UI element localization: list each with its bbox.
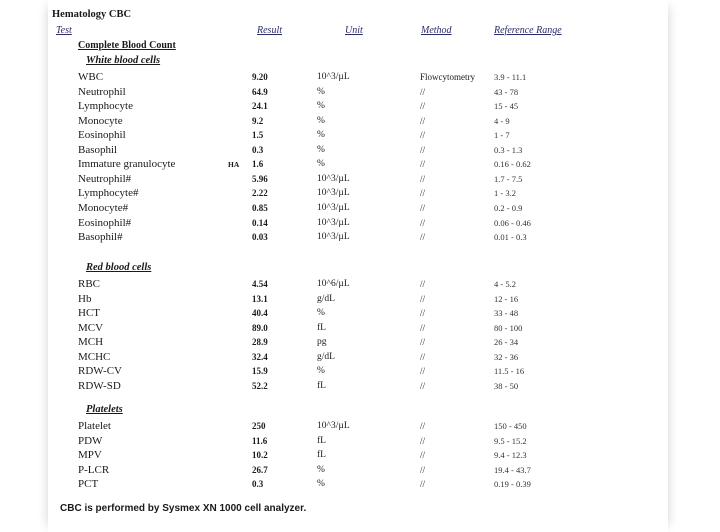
reference-range: 0.06 - 0.46 (494, 217, 531, 228)
result-unit: g/dL (317, 293, 335, 304)
test-name: RDW-CV (78, 365, 122, 378)
result-method: Flowcytometry (420, 72, 475, 82)
result-unit: fL (317, 450, 326, 461)
result-value: 13.1 (252, 293, 268, 304)
result-unit: % (317, 115, 325, 126)
result-unit: 10^3/µL (317, 232, 350, 243)
result-unit: % (317, 366, 325, 377)
result-unit: % (317, 144, 325, 155)
test-name: Neutrophil# (78, 172, 132, 185)
reference-range: 33 - 48 (494, 308, 519, 319)
result-unit: % (317, 464, 325, 475)
report-title: Hematology CBC (52, 9, 132, 20)
result-method: // (420, 450, 426, 461)
table-row (0, 114, 720, 129)
test-name: Neutrophil (78, 85, 126, 98)
table-row (0, 379, 720, 394)
reference-range: 43 - 78 (494, 86, 519, 97)
result-method: // (420, 421, 426, 431)
result-method: // (420, 293, 426, 304)
reference-range: 0.2 - 0.9 (494, 202, 523, 213)
result-method: // (420, 435, 426, 446)
test-name: Lymphocyte# (78, 187, 139, 200)
test-name: Basophil# (78, 231, 123, 244)
result-value: 10.2 (252, 450, 268, 461)
result-unit: % (317, 101, 325, 112)
reference-range: 9.5 - 15.2 (494, 435, 527, 446)
reference-range: 19.4 - 43.7 (494, 464, 531, 475)
result-value: 0.3 (252, 144, 264, 155)
result-method: // (420, 366, 426, 377)
reference-range: 9.4 - 12.3 (494, 450, 527, 461)
section-platelets: Platelets (86, 404, 123, 415)
table-row (0, 230, 720, 245)
reference-range: 80 - 100 (494, 322, 523, 333)
result-flag: HA (228, 160, 240, 170)
table-row (0, 434, 720, 449)
result-method: // (420, 86, 426, 97)
reference-range: 0.01 - 0.3 (494, 232, 527, 243)
table-row (0, 277, 720, 292)
result-unit: 10^6/µL (317, 279, 350, 289)
result-value: 64.9 (252, 86, 268, 97)
result-unit: % (317, 479, 325, 490)
table-row (0, 99, 720, 114)
test-name: Immature granulocyte (78, 158, 176, 171)
result-method: // (420, 232, 426, 243)
result-value: 1.6 (252, 159, 264, 170)
result-method: // (420, 159, 426, 170)
reference-range: 38 - 50 (494, 380, 519, 391)
test-name: PDW (78, 434, 103, 447)
result-value: 9.2 (252, 115, 264, 126)
section-white-blood-cells: White blood cells (86, 55, 161, 66)
test-name: HCT (78, 307, 100, 320)
reference-range: 150 - 450 (494, 421, 527, 431)
reference-range: 26 - 34 (494, 337, 519, 348)
result-method: // (420, 101, 426, 112)
result-unit: g/dL (317, 351, 335, 362)
test-name: Platelet (78, 420, 111, 432)
table-row (0, 143, 720, 158)
reference-range: 15 - 45 (494, 101, 519, 112)
test-name: MCV (78, 321, 104, 334)
result-unit: 10^3/µL (317, 173, 350, 184)
table-row (0, 321, 720, 336)
result-unit: % (317, 159, 325, 170)
test-name: Hb (78, 292, 92, 305)
result-method: // (420, 380, 426, 391)
result-unit: % (317, 308, 325, 319)
table-row (0, 419, 720, 434)
table-row (0, 463, 720, 478)
table-row (0, 157, 720, 172)
result-method: // (420, 322, 426, 333)
result-value: 11.6 (252, 435, 268, 446)
result-value: 4.54 (252, 279, 268, 289)
header-unit: Unit (345, 25, 363, 36)
test-name: Lymphocyte (78, 100, 133, 113)
reference-range: 1 - 3.2 (494, 188, 516, 199)
reference-range: 1 - 7 (494, 130, 510, 141)
table-row (0, 85, 720, 100)
result-method: // (420, 464, 426, 475)
result-method: // (420, 337, 426, 348)
test-name: Basophil (78, 143, 118, 156)
result-value: 2.22 (252, 188, 268, 199)
reference-range: 3.9 - 11.1 (494, 72, 527, 82)
test-name: RDW-SD (78, 379, 121, 392)
result-method: // (420, 308, 426, 319)
result-unit: 10^3/µL (317, 202, 350, 213)
header-result: Result (257, 25, 282, 36)
test-name: MCHC (78, 350, 111, 363)
result-value: 40.4 (252, 308, 268, 319)
table-row (0, 201, 720, 216)
table-row (0, 477, 720, 492)
result-value: 1.5 (252, 130, 264, 141)
result-value: 24.1 (252, 101, 268, 112)
result-unit: 10^3/µL (317, 72, 350, 82)
result-unit: % (317, 130, 325, 141)
result-method: // (420, 351, 426, 362)
result-method: // (420, 279, 426, 289)
table-row (0, 128, 720, 143)
result-method: // (420, 188, 426, 199)
table-row (0, 216, 720, 231)
reference-range: 32 - 36 (494, 351, 519, 362)
result-method: // (420, 202, 426, 213)
result-method: // (420, 173, 426, 184)
result-value: 26.7 (252, 464, 268, 475)
result-unit: 10^3/µL (317, 217, 350, 228)
result-value: 28.9 (252, 337, 268, 348)
section-red-blood-cells: Red blood cells (86, 262, 152, 273)
table-row (0, 70, 720, 85)
table-row (0, 172, 720, 187)
test-name: WBC (78, 71, 104, 83)
reference-range: 11.5 - 16 (494, 366, 525, 377)
reference-range: 0.3 - 1.3 (494, 144, 523, 155)
test-name: RBC (78, 278, 101, 290)
test-name: PCT (78, 478, 99, 491)
result-value: 9.20 (252, 72, 268, 82)
result-method: // (420, 144, 426, 155)
result-value: 52.2 (252, 380, 268, 391)
table-row (0, 292, 720, 307)
test-name: Monocyte# (78, 201, 129, 214)
result-unit: 10^3/µL (317, 188, 350, 199)
header-reference-range: Reference Range (494, 25, 562, 36)
result-value: 15.9 (252, 366, 268, 377)
test-name: MPV (78, 449, 102, 462)
table-row (0, 186, 720, 201)
reference-range: 0.19 - 0.39 (494, 479, 531, 490)
reference-range: 12 - 16 (494, 293, 519, 304)
result-value: 0.85 (252, 202, 268, 213)
result-value: 89.0 (252, 322, 268, 333)
reference-range: 4 - 9 (494, 115, 510, 126)
table-row (0, 448, 720, 463)
result-unit: fL (317, 435, 326, 446)
result-unit: % (317, 86, 325, 97)
result-value: 250 (252, 421, 266, 431)
table-row (0, 364, 720, 379)
reference-range: 1.7 - 7.5 (494, 173, 523, 184)
table-row (0, 350, 720, 365)
section-complete-blood-count: Complete Blood Count (78, 40, 176, 51)
result-value: 0.3 (252, 479, 264, 490)
result-value: 0.14 (252, 217, 268, 228)
result-unit: 10^3/µL (317, 421, 350, 431)
test-name: Eosinophil# (78, 216, 132, 229)
header-test: Test (56, 25, 72, 36)
result-unit: pg (317, 337, 327, 348)
result-value: 5.96 (252, 173, 268, 184)
result-value: 0.03 (252, 232, 268, 243)
result-method: // (420, 217, 426, 228)
result-unit: fL (317, 380, 326, 391)
result-method: // (420, 479, 426, 490)
test-name: Eosinophil (78, 129, 126, 142)
reference-range: 0.16 - 0.62 (494, 159, 531, 170)
result-method: // (420, 130, 426, 141)
table-row (0, 335, 720, 350)
test-name: Monocyte (78, 114, 123, 127)
result-unit: fL (317, 322, 326, 333)
table-row (0, 306, 720, 321)
result-method: // (420, 115, 426, 126)
footer-note: CBC is performed by Sysmex XN 1000 cell analyzer. (60, 503, 307, 514)
header-method: Method (421, 25, 452, 36)
reference-range: 4 - 5.2 (494, 279, 516, 289)
test-name: MCH (78, 336, 104, 349)
test-name: P-LCR (78, 463, 110, 476)
result-value: 32.4 (252, 351, 268, 362)
